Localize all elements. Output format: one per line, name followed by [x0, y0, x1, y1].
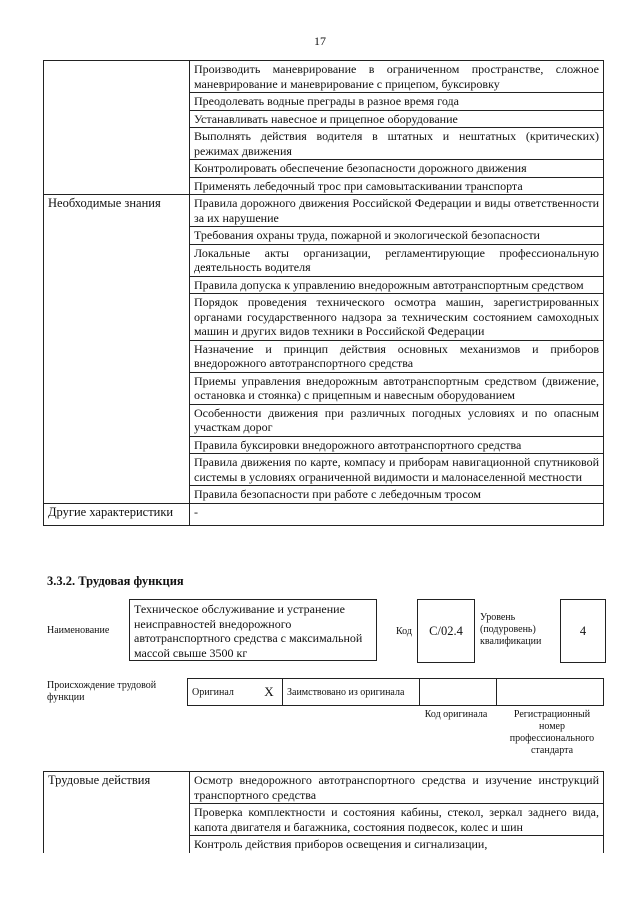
original-label: Оригинал	[188, 679, 257, 706]
action-row: Осмотр внедорожного автотранспортного средства и изучение инструкций транспортного средства	[190, 772, 604, 804]
level-value: 4	[560, 599, 606, 663]
other-characteristics-label: Другие характеристики	[44, 503, 190, 525]
empty-label-cell	[44, 61, 190, 195]
skill-row: Выполнять действия водителя в штатных и нештатных (критических) режимах движения	[190, 128, 604, 160]
knowledge-row: Правила дорожного движения Российской Федерации и виды ответственности за их нарушение	[190, 195, 604, 227]
knowledge-label: Необходимые знания	[44, 195, 190, 504]
section-heading: 3.3.2. Трудовая функция	[47, 574, 184, 588]
skill-row: Применять лебедочный трос при самовытаскивании транспорта	[190, 177, 604, 195]
page-number: 17	[314, 34, 326, 48]
skill-row: Устанавливать навесное и прицепное оборудование	[190, 110, 604, 128]
knowledge-row: Правила допуска к управлению внедорожным автотранспортным средством	[190, 276, 604, 294]
action-row: Проверка комплектности и состояния кабины, стекол, зеркал заднего вида, капота двигателя и багажника, состояния подвесок, колес и шин	[190, 804, 604, 836]
origin-table	[187, 678, 604, 706]
knowledge-row: Правила безопасности при работе с лебедочным тросом	[190, 486, 604, 504]
knowledge-row: Приемы управления внедорожным автотранспортным средством (движение, остановка и стоянка) с прицепным и навесным оборудованием	[190, 372, 604, 404]
knowledge-row: Особенности движения при различных погодных условиях и по опасным участкам дорог	[190, 404, 604, 436]
function-name-value: Техническое обслуживание и устранение неисправностей внедорожного автотранспортного средства с максимальной массой свыше 3500 кг	[129, 599, 377, 661]
action-row: Контроль действия приборов освещения и сигнализации,	[190, 836, 604, 853]
code-value: С/02.4	[417, 599, 475, 663]
actions-label: Трудовые действия	[44, 772, 190, 853]
skill-row: Преодолевать водные преграды в разное время года	[190, 93, 604, 111]
skills-knowledge-table	[43, 60, 604, 526]
knowledge-row: Правила движения по карте, компасу и приборам навигационной спутниковой системы в условиях ограниченной видимости и малонаселенной местности	[190, 454, 604, 486]
level-label: Уровень (подуровень) квалификации	[480, 612, 542, 647]
name-label: Наименование	[47, 625, 110, 636]
code-label: Код	[396, 626, 412, 637]
origin-label: Происхождение трудовой функции	[47, 680, 157, 703]
skill-row: Производить маневрирование в ограниченном пространстве, сложное маневрирование и маневрирование с прицепом, буксировку	[190, 61, 604, 93]
knowledge-row: Правила буксировки внедорожного автотранспортного средства	[190, 436, 604, 454]
borrowed-label: Заимствовано из оригинала	[283, 679, 420, 706]
knowledge-row: Локальные акты организации, регламентирующие профессиональную деятельность водителя	[190, 244, 604, 276]
code-original-caption: Код оригинала	[424, 709, 488, 720]
skill-row: Контролировать обеспечение безопасности дорожного движения	[190, 160, 604, 178]
original-mark: X	[256, 679, 283, 706]
work-actions-table	[43, 771, 604, 853]
knowledge-row: Требования охраны труда, пожарной и экологической безопасности	[190, 227, 604, 245]
reg-number-caption: Регистрационный номер профессионального стандарта	[509, 709, 595, 756]
reg-number-cell	[497, 679, 604, 706]
knowledge-row: Назначение и принцип действия основных механизмов и приборов внедорожного автотранспортного средства	[190, 340, 604, 372]
code-original-cell	[420, 679, 497, 706]
knowledge-row: Порядок проведения технического осмотра машин, зарегистрированных органами государственного надзора за техническим состоянием самоходных машин и других видов техники в Российской Федерации	[190, 294, 604, 341]
other-characteristics-value: -	[190, 503, 604, 525]
